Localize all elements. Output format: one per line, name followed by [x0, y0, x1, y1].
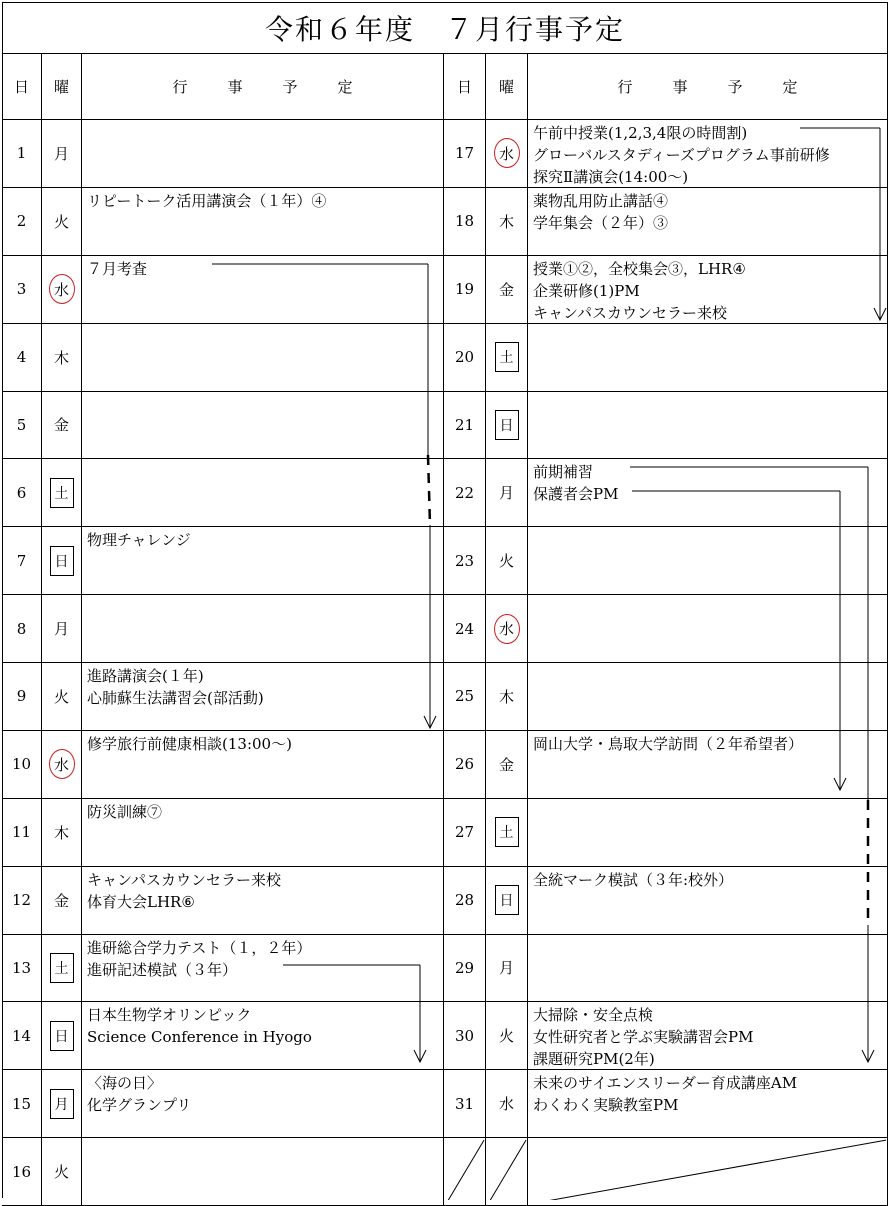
- left-day-number: 3: [2, 256, 42, 324]
- left-events-cell: [82, 392, 444, 460]
- right-events-cell: [528, 459, 888, 527]
- weekday-label: 木: [498, 212, 514, 231]
- right-weekday: [486, 867, 528, 935]
- right-weekday: [486, 392, 528, 460]
- page-title: 令和６年度 ７月行事予定: [2, 2, 888, 54]
- left-events-cell: [82, 867, 444, 935]
- left-weekday: [42, 188, 82, 256]
- weekday-boxed: 日: [50, 546, 74, 576]
- left-events-cell: [82, 188, 444, 256]
- right-weekday: [486, 324, 528, 392]
- right-events-cell: [528, 527, 888, 595]
- event-line: 進研記述模試（３年）: [87, 960, 238, 979]
- event-line: 大掃除・安全点検: [533, 1006, 654, 1025]
- event-line: 授業①②，全校集会③，LHR④: [533, 259, 746, 278]
- right-weekday: [486, 459, 528, 527]
- right-day-number: 30: [444, 1002, 486, 1070]
- event-line: 修学旅行前健康相談(13:00～): [87, 734, 292, 753]
- right-weekday: [486, 935, 528, 1003]
- right-weekday: [486, 1070, 528, 1138]
- left-weekday: [42, 527, 82, 595]
- event-line: 探究Ⅱ講演会(14:00～): [533, 168, 689, 186]
- weekday-label: 月: [498, 959, 514, 978]
- left-events-cell: [82, 527, 444, 595]
- left-header-events: 行事予定: [82, 54, 444, 120]
- left-events-cell: [82, 935, 444, 1003]
- event-line: 防災訓練⑦: [87, 802, 163, 821]
- event-line: 進研総合学力テスト（１，２年）: [87, 938, 312, 957]
- event-line: 〈海の日〉: [87, 1074, 163, 1093]
- weekday-boxed: 土: [495, 817, 519, 847]
- right-weekday: [486, 527, 528, 595]
- right-weekday: [486, 256, 528, 324]
- right-events-cell: [528, 1070, 888, 1138]
- right-events-cell: [528, 120, 888, 188]
- weekday-label: 木: [53, 348, 69, 367]
- right-events-cell: [528, 392, 888, 460]
- event-line: 企業研修(1)PM: [533, 281, 640, 300]
- left-day-number: 13: [2, 935, 42, 1003]
- right-events-cell: [528, 256, 888, 324]
- event-line: Science Conference in Hyogo: [87, 1028, 312, 1047]
- event-line: キャンパスカウンセラー来校: [87, 870, 281, 889]
- weekday-label: 金: [53, 416, 69, 435]
- right-day-number: 22: [444, 459, 486, 527]
- weekday-boxed: 土: [50, 478, 74, 508]
- left-events-cell: [82, 1002, 444, 1070]
- weekday-circled: 水: [49, 749, 75, 779]
- right-events-cell: [528, 188, 888, 256]
- left-day-number: 6: [2, 459, 42, 527]
- right-events-cell: [528, 731, 888, 799]
- left-header-weekday: 曜: [42, 54, 82, 120]
- weekday-label: 金: [53, 891, 69, 910]
- left-weekday: [42, 120, 82, 188]
- weekday-label: 火: [53, 212, 69, 231]
- left-day-number: 16: [2, 1138, 42, 1206]
- event-line: グローバルスタディーズプログラム事前研修: [533, 146, 830, 164]
- left-weekday: [42, 595, 82, 663]
- left-day-number: 1: [2, 120, 42, 188]
- left-events-cell: [82, 663, 444, 731]
- weekday-boxed: 月: [50, 1089, 74, 1119]
- right-day-number: 24: [444, 595, 486, 663]
- right-day-number: 20: [444, 324, 486, 392]
- right-day-number: 26: [444, 731, 486, 799]
- left-weekday: [42, 1138, 82, 1206]
- left-day-number: 10: [2, 731, 42, 799]
- weekday-boxed: 土: [495, 342, 519, 372]
- left-events-cell: [82, 731, 444, 799]
- left-events-cell: [82, 256, 444, 324]
- right-day-number: 19: [444, 256, 486, 324]
- weekday-label: 月: [53, 144, 69, 163]
- right-day-number: 27: [444, 799, 486, 867]
- weekday-circled: 水: [494, 614, 520, 644]
- right-weekday: [486, 799, 528, 867]
- left-weekday: [42, 256, 82, 324]
- right-weekday-empty: [486, 1138, 528, 1206]
- event-line: ７月考査: [87, 259, 148, 278]
- event-line: 保護者会PM: [533, 485, 619, 504]
- right-weekday: [486, 663, 528, 731]
- weekday-circled: 水: [494, 138, 520, 168]
- left-day-number: 14: [2, 1002, 42, 1070]
- left-weekday: [42, 935, 82, 1003]
- event-line: 学年集会（２年）③: [533, 213, 669, 232]
- right-events-cell: [528, 324, 888, 392]
- weekday-label: 月: [498, 484, 514, 503]
- left-day-number: 4: [2, 324, 42, 392]
- right-weekday: [486, 595, 528, 663]
- left-weekday: [42, 459, 82, 527]
- event-line: 体育大会LHR⑥: [87, 892, 195, 911]
- left-weekday: [42, 663, 82, 731]
- weekday-label: 金: [498, 755, 514, 774]
- left-events-cell: [82, 459, 444, 527]
- right-events-cell: [528, 663, 888, 731]
- left-events-cell: [82, 595, 444, 663]
- right-events-cell: [528, 595, 888, 663]
- right-day-number: 18: [444, 188, 486, 256]
- left-events-cell: [82, 120, 444, 188]
- event-line: リピートーク活用講演会（１年）④: [87, 191, 327, 210]
- right-weekday: [486, 188, 528, 256]
- weekday-label: 木: [53, 823, 69, 842]
- weekday-boxed: 土: [50, 953, 74, 983]
- right-header-weekday: 曜: [486, 54, 528, 120]
- right-weekday: [486, 120, 528, 188]
- right-events-cell: [528, 1002, 888, 1070]
- left-weekday: [42, 799, 82, 867]
- event-line: 全統マーク模試（３年:校外）: [533, 870, 734, 889]
- right-day-number: 29: [444, 935, 486, 1003]
- left-weekday: [42, 867, 82, 935]
- left-header-day: 日: [2, 54, 42, 120]
- left-day-number: 11: [2, 799, 42, 867]
- left-events-cell: [82, 799, 444, 867]
- event-line: 未来のサイエンスリーダー育成講座AM: [533, 1074, 798, 1093]
- right-events-cell: [528, 799, 888, 867]
- event-line: 物理チャレンジ: [87, 531, 191, 550]
- right-weekday: [486, 1002, 528, 1070]
- weekday-boxed: 日: [495, 410, 519, 440]
- right-day-number: 28: [444, 867, 486, 935]
- right-header-events: 行事予定: [528, 54, 888, 120]
- event-line: 薬物乱用防止講話④: [533, 191, 669, 210]
- left-day-number: 12: [2, 867, 42, 935]
- right-weekday: [486, 731, 528, 799]
- right-events-cell: [528, 867, 888, 935]
- left-weekday: [42, 1002, 82, 1070]
- event-line: 進路講演会(１年): [87, 667, 204, 685]
- weekday-label: 木: [498, 687, 514, 706]
- right-header-day: 日: [444, 54, 486, 120]
- weekday-label: 水: [498, 1095, 514, 1114]
- weekday-label: 金: [498, 280, 514, 299]
- weekday-circled: 水: [49, 274, 75, 304]
- event-line: 女性研究者と学ぶ実験講習会PM: [533, 1028, 754, 1047]
- right-events-empty: [528, 1138, 888, 1206]
- weekday-label: 火: [53, 687, 69, 706]
- event-line: 前期補習: [533, 463, 594, 482]
- left-weekday: [42, 324, 82, 392]
- event-line: 岡山大学・鳥取大学訪問（２年希望者）: [533, 734, 804, 753]
- left-day-number: 2: [2, 188, 42, 256]
- left-weekday: [42, 1070, 82, 1138]
- left-day-number: 8: [2, 595, 42, 663]
- weekday-boxed: 日: [50, 1021, 74, 1051]
- weekday-label: 月: [53, 620, 69, 639]
- left-events-cell: [82, 1070, 444, 1138]
- right-events-cell: [528, 935, 888, 1003]
- left-day-number: 5: [2, 392, 42, 460]
- left-weekday: [42, 731, 82, 799]
- left-events-cell: [82, 324, 444, 392]
- left-day-number: 7: [2, 527, 42, 595]
- event-line: 心肺蘇生法講習会(部活動): [87, 689, 264, 707]
- event-line: 化学グランプリ: [87, 1096, 192, 1115]
- right-day-number: 17: [444, 120, 486, 188]
- left-day-number: 15: [2, 1070, 42, 1138]
- left-day-number: 9: [2, 663, 42, 731]
- event-line: 課題研究PM(2年): [533, 1050, 655, 1069]
- weekday-label: 火: [498, 1027, 514, 1046]
- left-weekday: [42, 392, 82, 460]
- event-line: わくわく実験教室PM: [533, 1096, 679, 1115]
- left-events-cell: [82, 1138, 444, 1206]
- right-day-number: 31: [444, 1070, 486, 1138]
- weekday-label: 火: [53, 1163, 69, 1182]
- weekday-label: 火: [498, 552, 514, 571]
- weekday-boxed: 日: [495, 885, 519, 915]
- right-day-number: 23: [444, 527, 486, 595]
- event-line: 日本生物学オリンピック: [87, 1006, 252, 1025]
- event-line: キャンパスカウンセラー来校: [533, 303, 727, 322]
- right-day-number: 25: [444, 663, 486, 731]
- right-day-empty: [444, 1138, 486, 1206]
- right-day-number: 21: [444, 392, 486, 460]
- event-line: 午前中授業(1,2,3,4限の時間割): [533, 124, 748, 142]
